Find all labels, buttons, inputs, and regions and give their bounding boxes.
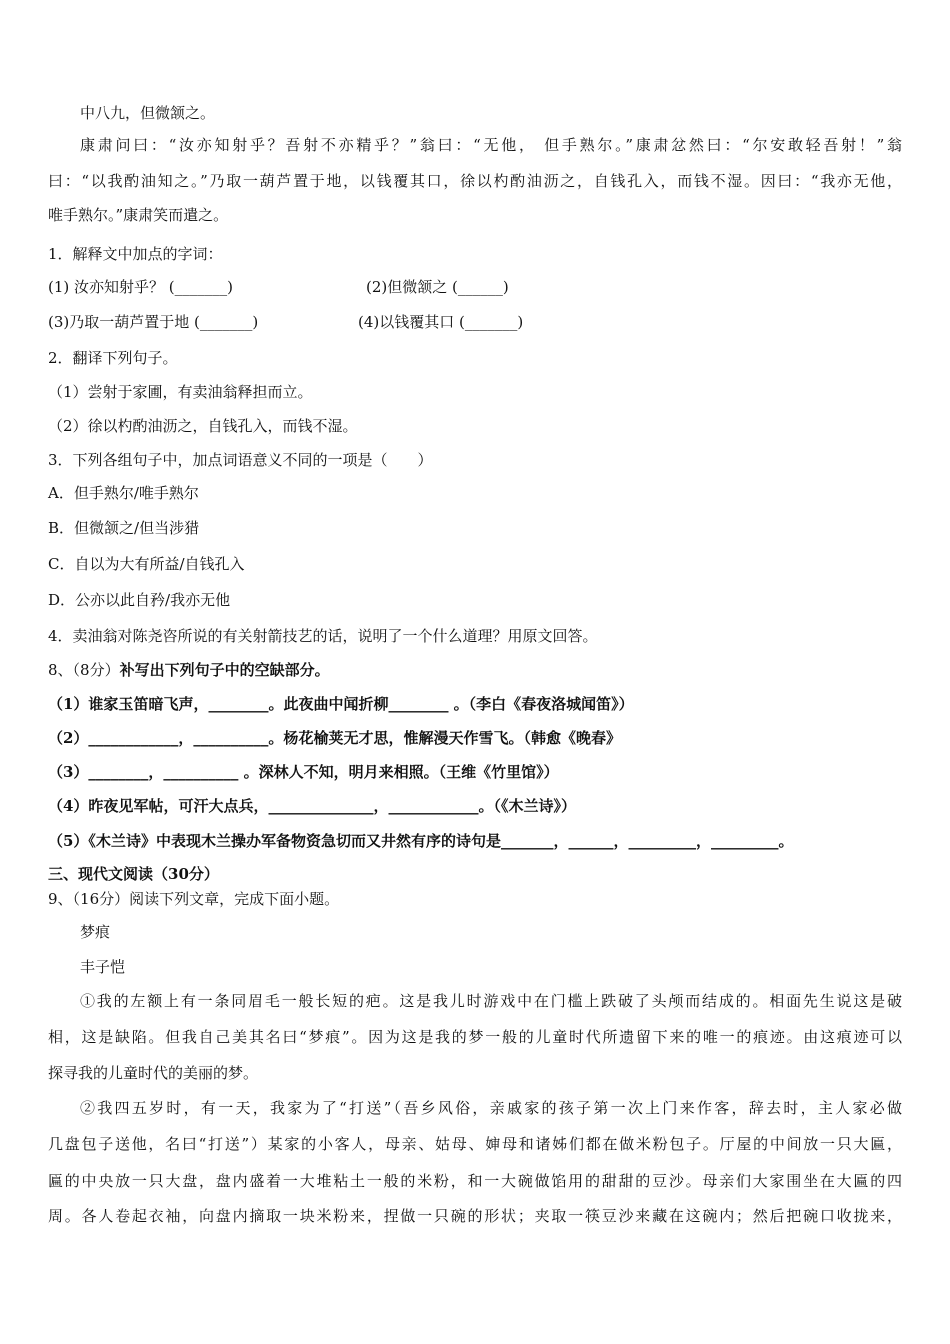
section-3-title: 三、现代文阅读（30分） [48,865,219,883]
question-3-option-d: D．公亦以此自矜/我亦无他 [48,591,231,609]
passage-line: 康肃问曰：“汝亦知射乎？吾射不亦精乎？”翁曰：“无他， 但手熟尔。”康肃忿然曰：“尔安敢轻吾射！”翁 [80,136,902,154]
question-1-item-1: (1) 汝亦知射乎？ (_______) [48,278,233,296]
article-paragraph-line: 探寻我的儿童时代的美丽的梦。 [48,1064,259,1082]
question-8-score: 8、（8分） [48,661,120,679]
question-8-instruction: 补写出下列句子中的空缺部分。 [119,661,330,679]
question-8-title [48,660,330,680]
passage-line: 曰：“以我酌油知之。”乃取一葫芦置于地，以钱覆其口，徐以杓酌油沥之，自钱孔入，而钱不湿。因曰：“我亦无他， [48,172,902,190]
article-paragraph-line: ②我四五岁时，有一天，我家为了“打送”（吾乡风俗，亲戚家的孩子第一次上门来作客，辞去时，主人家必做 [80,1099,902,1117]
article-title: 梦痕 [80,923,111,941]
question-3-option-c: C．自以为大有所益/自钱孔入 [48,555,245,573]
question-1-title: 1．解释文中加点的字词： [48,245,223,263]
question-4-title: 4．卖油翁对陈尧咨所说的有关射箭技艺的话，说明了一个什么道理？用原文回答。 [48,627,598,645]
article-paragraph-line: 几盘包子送他，名曰“打送”）某家的小客人，母亲、姑母、婶母和诸姊们都在做米粉包子。厅屋的中间放一只大匾， [48,1135,902,1153]
question-2-item-1: （1）尝射于家圃，有卖油翁释担而立。 [48,383,313,401]
article-author: 丰子恺 [80,958,126,976]
question-2-item-2: （2）徐以杓酌油沥之，自钱孔入，而钱不湿。 [48,417,358,435]
question-8-item-3: （3）________，__________ 。深林人不知，明月来相照。（王维《竹里馆》） [48,763,559,781]
question-1-item-3: (3)乃取一葫芦置于地 (_______) [48,313,259,331]
question-3-title: 3．下列各组句子中，加点词语意义不同的一项是（ ） [48,451,433,469]
passage-line: 唯手熟尔。”康肃笑而遣之。 [48,206,229,224]
question-8-item-5: （5）《木兰诗》中表现木兰操办军备物资急切而又井然有序的诗句是_______，______，_________，_________。 [48,832,794,850]
question-3-option-a: A．但手熟尔/唯手熟尔 [48,484,199,502]
question-2-title: 2．翻译下列句子。 [48,349,178,367]
question-8-item-2: （2）____________，__________。杨花榆荚无才思，惟解漫天作雪飞。（韩愈《晚春》 [48,729,621,747]
question-8-item-4: （4）昨夜见军帖，可汗大点兵，______________，____________。（《木兰诗》） [48,797,576,815]
article-paragraph-line: 相，这是缺陷。但我自己美其名曰“梦痕”。因为这是我的梦一般的儿童时代所遗留下来的唯一的痕迹。由这痕迹可以 [48,1028,902,1046]
article-paragraph-line: 匾的中央放一只大盘，盘内盛着一大堆粘土一般的米粉，和一大碗做馅用的甜甜的豆沙。母亲们大家围坐在大匾的四 [48,1172,902,1190]
article-paragraph-line: 周。各人卷起衣袖，向盘内摘取一块米粉来，捏做一只碗的形状；夹取一筷豆沙来藏在这碗内；然后把碗口收拢来， [48,1207,902,1225]
question-8-item-1: （1）谁家玉笛暗飞声，________。此夜曲中闻折柳________ 。（李白《春夜洛城闻笛》） [48,695,634,713]
question-3-option-b: B．但微颔之/但当涉猎 [48,519,200,537]
question-1-item-4: (4)以钱覆其口 (_______) [358,313,524,331]
question-1-item-2: (2)但微颔之 (______) [366,278,509,296]
passage-line: 中八九，但微颔之。 [80,104,216,122]
question-9-title: 9、（16分）阅读下列文章，完成下面小题。 [48,890,340,908]
article-paragraph-line: ①我的左额上有一条同眉毛一般长短的疤。这是我儿时游戏中在门槛上跌破了头颅而结成的。相面先生说这是破 [80,992,902,1010]
